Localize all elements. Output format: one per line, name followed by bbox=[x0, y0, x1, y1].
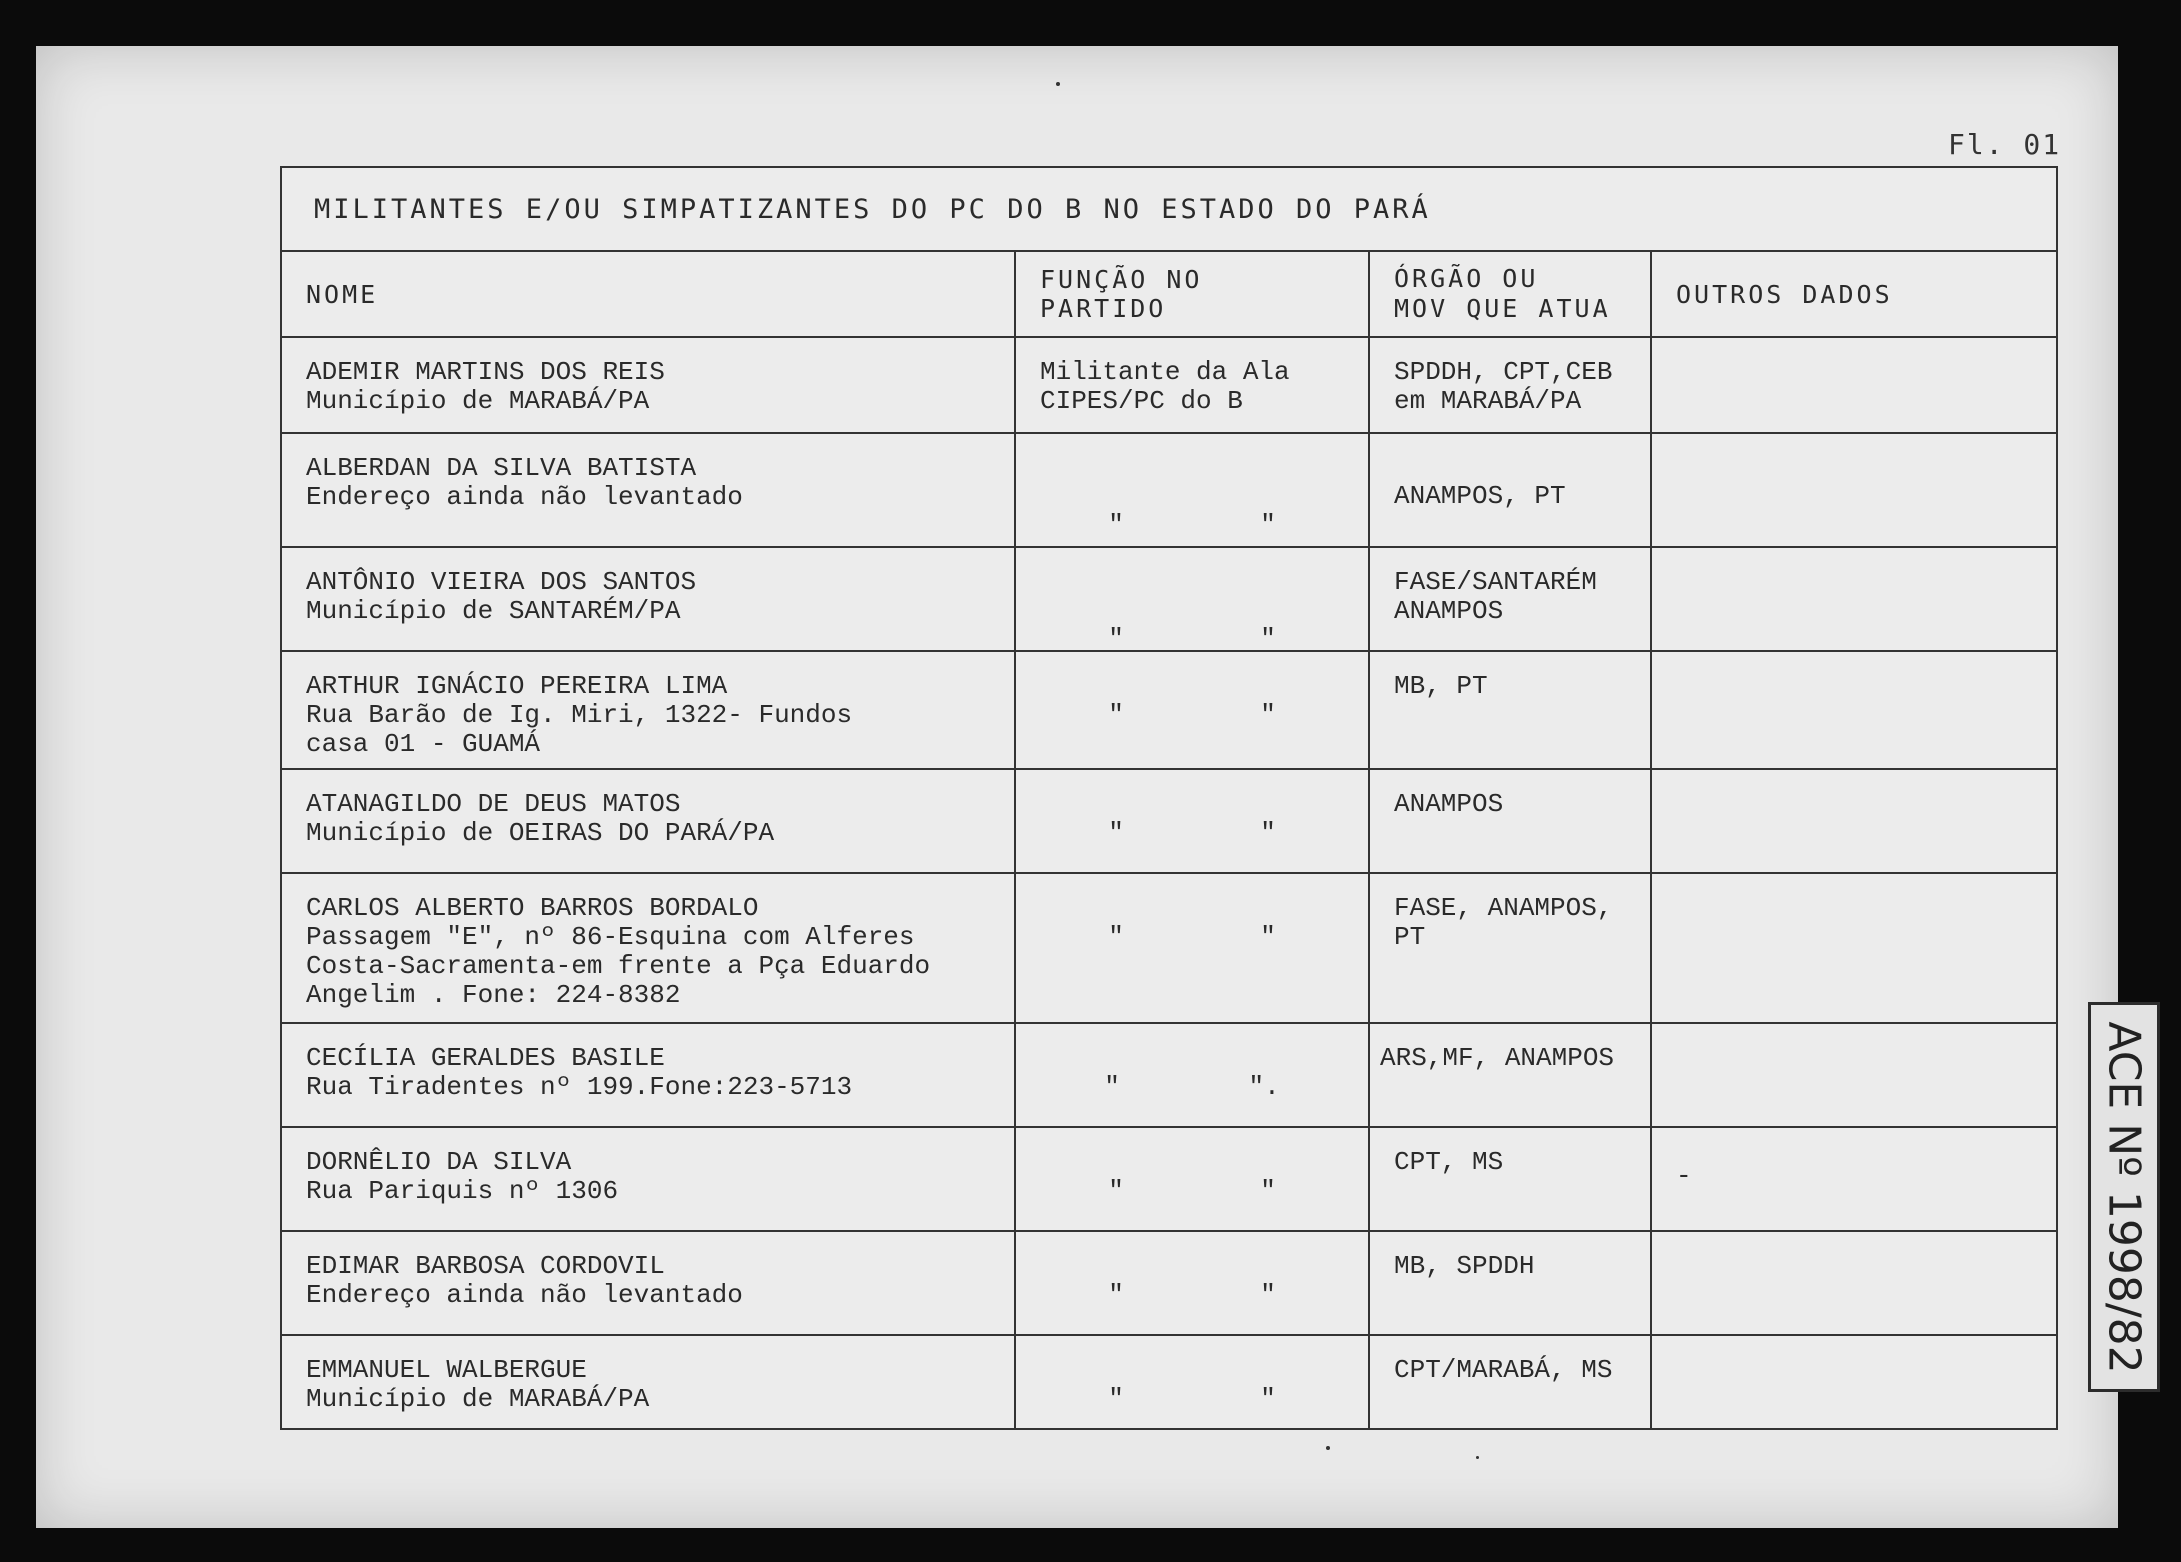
table-row bbox=[282, 338, 2056, 434]
ditto-mark: " bbox=[1108, 1280, 1124, 1310]
funcao-cell bbox=[1016, 874, 1370, 1022]
ditto-marks bbox=[1040, 1281, 1344, 1310]
orgao-cell: FASE/SANTARÉM ANAMPOS bbox=[1370, 548, 1652, 650]
header-nome: NOME bbox=[282, 252, 1016, 336]
ditto-marks bbox=[1040, 923, 1344, 952]
table-row bbox=[282, 1232, 2056, 1336]
outros-cell bbox=[1652, 338, 2056, 432]
table-row bbox=[282, 548, 2056, 652]
ditto-marks bbox=[1040, 597, 1344, 654]
militants-table bbox=[280, 166, 2058, 1430]
ditto-mark: " bbox=[1260, 510, 1276, 540]
funcao-cell bbox=[1016, 1232, 1370, 1334]
table-title: MILITANTES E/OU SIMPATIZANTES DO PC DO B NO ESTADO DO PARÁ bbox=[282, 168, 2056, 252]
table-row bbox=[282, 770, 2056, 874]
orgao-cell: MB, SPDDH bbox=[1370, 1232, 1652, 1334]
ditto-mark: " bbox=[1108, 818, 1124, 848]
header-row bbox=[282, 252, 2056, 338]
funcao-cell bbox=[1016, 770, 1370, 872]
nome-cell: DORNÊLIO DA SILVA Rua Pariquis nº 1306 bbox=[282, 1128, 1016, 1230]
nome-cell: EMMANUEL WALBERGUE Município de MARABÁ/PA bbox=[282, 1336, 1016, 1428]
nome-cell: ANTÔNIO VIEIRA DOS SANTOS Município de SANTARÉM/PA bbox=[282, 548, 1016, 650]
ditto-mark: " bbox=[1108, 1176, 1124, 1206]
document-sheet bbox=[36, 46, 2118, 1528]
table-row bbox=[282, 874, 2056, 1024]
nome-cell: ALBERDAN DA SILVA BATISTA Endereço ainda não levantado bbox=[282, 434, 1016, 546]
header-funcao: FUNÇÃO NO PARTIDO bbox=[1016, 252, 1370, 336]
table-row bbox=[282, 1336, 2056, 1428]
outros-cell bbox=[1652, 874, 2056, 1022]
outros-cell bbox=[1652, 652, 2056, 768]
ditto-mark: " bbox=[1104, 1072, 1120, 1102]
nome-cell: ATANAGILDO DE DEUS MATOS Município de OEIRAS DO PARÁ/PA bbox=[282, 770, 1016, 872]
orgao-cell: CPT/MARABÁ, MS bbox=[1370, 1336, 1652, 1428]
ditto-marks bbox=[1040, 1177, 1344, 1206]
table-row bbox=[282, 1128, 2056, 1232]
outros-cell bbox=[1652, 434, 2056, 546]
ditto-mark: " bbox=[1260, 818, 1276, 848]
nome-cell: EDIMAR BARBOSA CORDOVIL Endereço ainda não levantado bbox=[282, 1232, 1016, 1334]
orgao-cell: MB, PT bbox=[1370, 652, 1652, 768]
ditto-mark: " bbox=[1260, 922, 1276, 952]
table-row bbox=[282, 652, 2056, 770]
header-outros: OUTROS DADOS bbox=[1676, 279, 1893, 309]
funcao-cell bbox=[1016, 652, 1370, 768]
ditto-mark: " bbox=[1260, 700, 1276, 730]
ditto-marks bbox=[1040, 1385, 1344, 1414]
outros-cell bbox=[1652, 1336, 2056, 1428]
ditto-marks bbox=[1040, 483, 1344, 540]
folio-number: Fl. 01 bbox=[1948, 128, 2062, 161]
outros-cell bbox=[1652, 1024, 2056, 1126]
scan-speck bbox=[1476, 1456, 1479, 1459]
outros-cell bbox=[1652, 770, 2056, 872]
nome-cell: ADEMIR MARTINS DOS REIS Município de MARABÁ/PA bbox=[282, 338, 1016, 432]
ace-stamp-text: ACE Nº 1998/82 bbox=[2098, 1020, 2150, 1374]
funcao-cell bbox=[1016, 434, 1370, 546]
scan-speck bbox=[1326, 1446, 1330, 1450]
ditto-marks bbox=[1040, 819, 1344, 848]
funcao-cell bbox=[1016, 548, 1370, 654]
ditto-mark: " bbox=[1108, 700, 1124, 730]
table-row bbox=[282, 1024, 2056, 1128]
orgao-cell: ANAMPOS, PT bbox=[1370, 434, 1652, 546]
orgao-cell: SPDDH, CPT,CEB em MARABÁ/PA bbox=[1370, 338, 1652, 432]
ditto-marks bbox=[1040, 701, 1344, 730]
funcao-cell: Militante da Ala CIPES/PC do B bbox=[1016, 338, 1370, 432]
orgao-cell: ARS,MF, ANAMPOS bbox=[1370, 1024, 1652, 1126]
ditto-mark: " bbox=[1108, 624, 1124, 654]
table-row bbox=[282, 434, 2056, 548]
ditto-mark: " bbox=[1260, 1280, 1276, 1310]
outros-cell bbox=[1652, 1232, 2056, 1334]
header-orgao: ÓRGÃO OU MOV QUE ATUA bbox=[1370, 252, 1652, 336]
ace-stamp bbox=[2088, 1002, 2160, 1392]
ditto-mark: ". bbox=[1248, 1072, 1280, 1102]
funcao-cell bbox=[1016, 1128, 1370, 1230]
nome-cell: CARLOS ALBERTO BARROS BORDALO Passagem "E", nº 86-Esquina com Alferes Costa-Sacramenta-em frente a Pça Eduardo Angelim . Fone: 224-8382 bbox=[282, 874, 1016, 1022]
nome-cell: ARTHUR IGNÁCIO PEREIRA LIMA Rua Barão de Ig. Miri, 1322- Fundos casa 01 - GUAMÁ bbox=[282, 652, 1016, 768]
ditto-mark: " bbox=[1260, 1384, 1276, 1414]
ditto-mark: " bbox=[1108, 922, 1124, 952]
outros-cell bbox=[1652, 548, 2056, 650]
outros-cell: - bbox=[1676, 1161, 1692, 1191]
ditto-mark: " bbox=[1108, 1384, 1124, 1414]
orgao-cell: ANAMPOS bbox=[1370, 770, 1652, 872]
ditto-marks bbox=[1040, 1073, 1344, 1102]
funcao-cell bbox=[1016, 1024, 1370, 1126]
nome-cell: CECÍLIA GERALDES BASILE Rua Tiradentes nº 199.Fone:223-5713 bbox=[282, 1024, 1016, 1126]
ditto-mark: " bbox=[1260, 624, 1276, 654]
ditto-mark: " bbox=[1260, 1176, 1276, 1206]
scan-speck bbox=[1056, 82, 1060, 86]
orgao-cell: FASE, ANAMPOS, PT bbox=[1370, 874, 1652, 1022]
funcao-cell bbox=[1016, 1336, 1370, 1428]
ditto-mark: " bbox=[1108, 510, 1124, 540]
orgao-cell: CPT, MS bbox=[1370, 1128, 1652, 1230]
